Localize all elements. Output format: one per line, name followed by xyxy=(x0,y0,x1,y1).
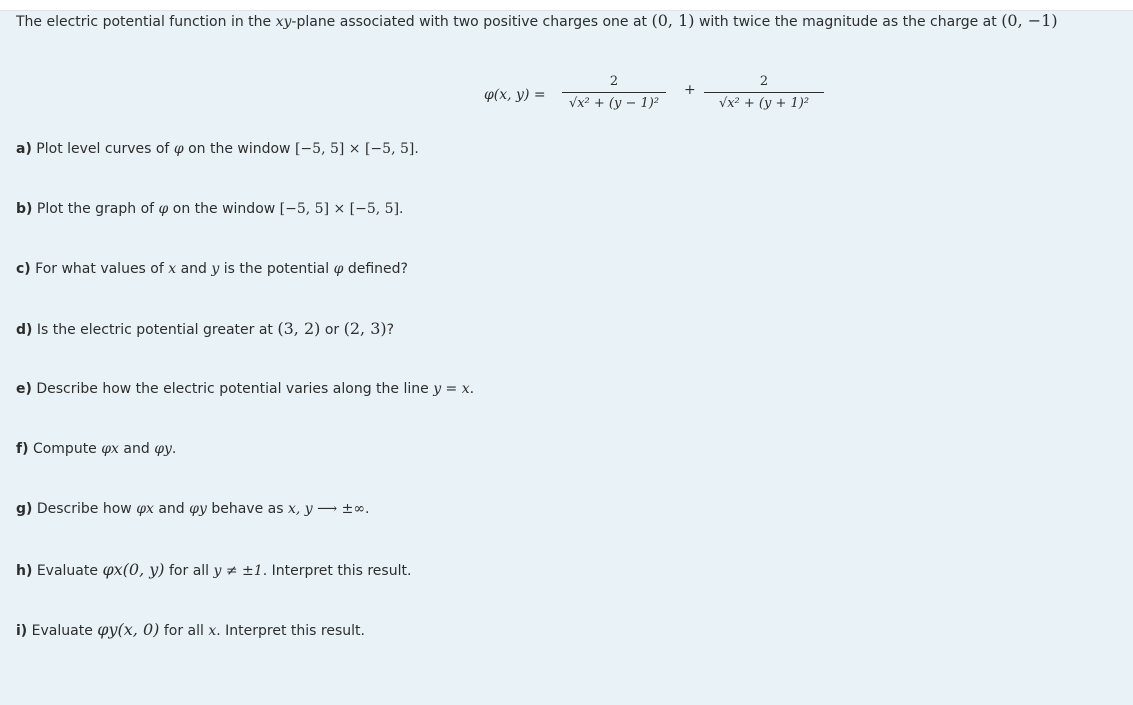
question-d: d) Is the electric potential greater at (3, 2) or (2, 3)? xyxy=(16,319,395,338)
intro-text: The electric potential function in the xy-plane associated with two positive charges one at (0, 1) with twice the magnitude as the charge at (0, −1) xyxy=(16,11,1058,30)
question-i: i) Evaluate φy(x, 0) for all x. Interpret this result. xyxy=(16,620,365,639)
formula-lhs: φ(x, y) = xyxy=(484,87,546,103)
question-h: h) Evaluate φx(0, y) for all y ≠ ±1. Interpret this result. xyxy=(16,560,412,579)
question-a: a) Plot level curves of φ on the window [−5, 5] × [−5, 5]. xyxy=(16,141,419,157)
question-c: c) For what values of x and y is the potential φ defined? xyxy=(16,261,408,277)
question-e: e) Describe how the electric potential varies along the line y = x. xyxy=(16,381,475,397)
plus-sign: + xyxy=(684,82,696,98)
content-area xyxy=(0,11,1133,705)
question-b: b) Plot the graph of φ on the window [−5, 5] × [−5, 5]. xyxy=(16,201,404,217)
fraction-1 xyxy=(562,74,666,113)
fraction-2-numerator: 2 xyxy=(759,74,769,89)
fraction-2 xyxy=(704,74,824,113)
question-f: f) Compute φx and φy. xyxy=(16,441,177,457)
fraction-1-numerator: 2 xyxy=(609,74,619,89)
fraction-2-denominator: √x² + (y + 1)² xyxy=(718,96,810,111)
fraction-1-denominator: √x² + (y − 1)² xyxy=(568,96,660,111)
question-g: g) Describe how φx and φy behave as x, y ⟶ ±∞. xyxy=(16,501,370,517)
